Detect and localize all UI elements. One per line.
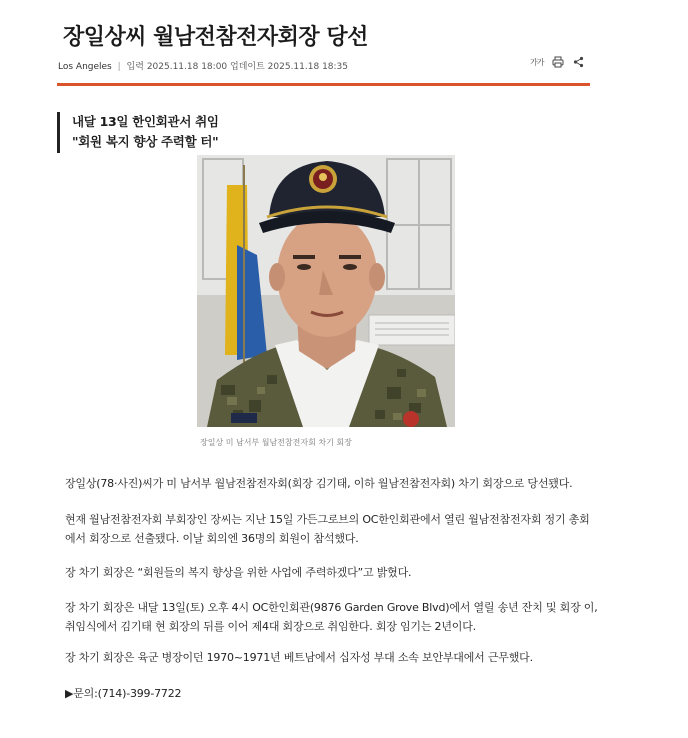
meta-separator: | bbox=[117, 62, 121, 72]
article-paragraph bbox=[65, 474, 615, 493]
paragraph-line: 장 차기 회장은 육군 병장이던 1970~1971년 베트남에서 십자성 부대 소속 보안부대에서 근무했다. bbox=[65, 651, 533, 664]
article-headline: 장일상씨 월남전참전자회장 당선 bbox=[63, 25, 368, 50]
paragraph-line: 장일상(78·사진)씨가 미 남서부 월남전참전자회(회장 김기태, 이하 월남전참전자회) 차기 회장으로 당선됐다. bbox=[65, 477, 573, 490]
paragraph-line: 취임식에서 김기태 현 회장의 뒤를 이어 제4대 회장으로 취임한다. 회장 임기는 2년이다. bbox=[65, 620, 476, 633]
article-paragraph bbox=[65, 563, 615, 582]
published-time: 2025.11.18 18:00 bbox=[146, 62, 228, 72]
article-paragraph bbox=[65, 510, 615, 548]
headline-divider bbox=[57, 83, 590, 86]
location-label: Los Angeles bbox=[58, 62, 112, 72]
subheadline-line: 내달 13일 한인회관서 취임 bbox=[72, 114, 219, 129]
paragraph-line: 에서 회장으로 선출됐다. 이날 회의엔 36명의 회원이 참석했다. bbox=[65, 532, 359, 545]
updated-time: 2025.11.18 18:35 bbox=[267, 62, 348, 72]
updated-label: 업데이트 bbox=[230, 62, 265, 72]
paragraph-line: 장 차기 회장은 내달 13일(토) 오후 4시 OC한인회관(9876 Garden Grove Blvd)에서 열릴 송년 잔치 및 회장 이, bbox=[65, 601, 598, 614]
printer-icon[interactable] bbox=[552, 55, 564, 69]
article-tools bbox=[530, 55, 584, 69]
article-paragraph bbox=[65, 648, 615, 667]
font-size-button[interactable]: 가가 bbox=[530, 57, 544, 67]
contact-info bbox=[65, 684, 615, 703]
subheadline bbox=[57, 112, 247, 153]
paragraph-line: 현재 월남전참전자회 부회장인 장씨는 지난 15일 가든그로브의 OC한인회관에서 열린 월남전참전자회 정기 총회 bbox=[65, 513, 590, 526]
paragraph-line: 장 차기 회장은 “회원들의 복지 향상을 위한 사업에 주력하겠다”고 밝혔다. bbox=[65, 566, 412, 579]
subheadline-line: "회원 복지 향상 주력할 터" bbox=[72, 134, 219, 149]
article-photo bbox=[197, 155, 455, 427]
published-label: 입력 bbox=[126, 62, 144, 72]
share-icon[interactable] bbox=[573, 55, 584, 69]
photo-caption: 장일상 미 남서부 월남전참전자회 차기 회장 bbox=[200, 438, 352, 447]
contact-line: ▶문의:(714)-399-7722 bbox=[65, 687, 182, 700]
article-meta bbox=[58, 59, 348, 72]
article-paragraph bbox=[65, 598, 615, 636]
